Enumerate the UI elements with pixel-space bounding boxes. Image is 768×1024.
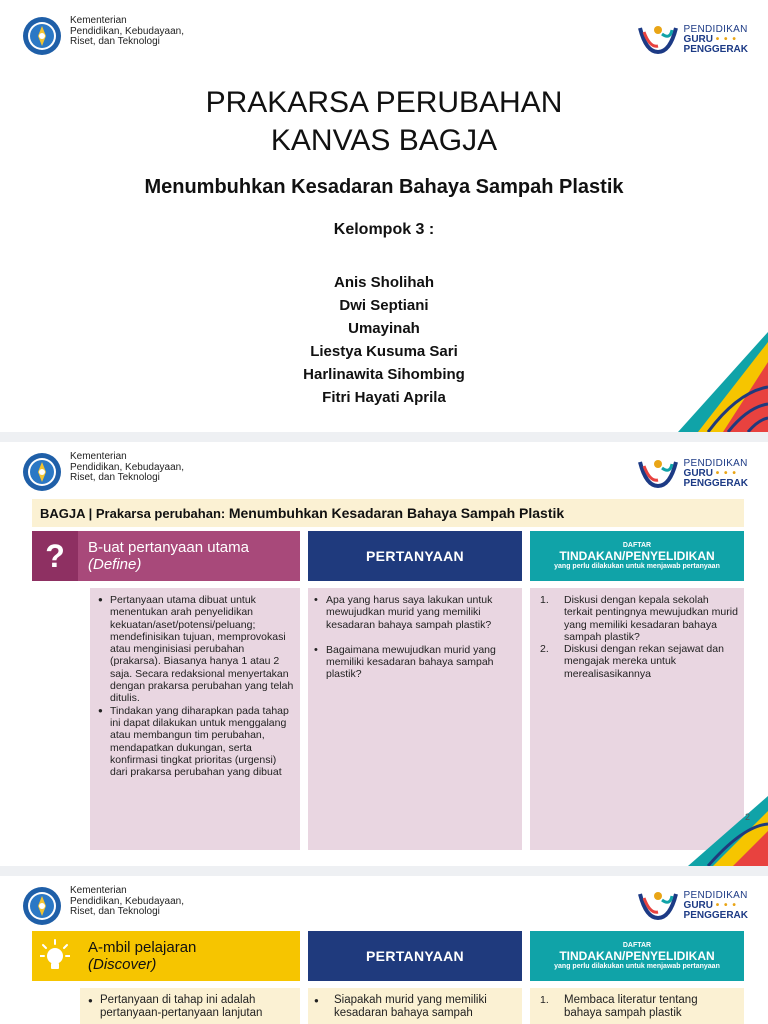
tut-wuri-handayani-logo bbox=[22, 886, 62, 926]
question-body bbox=[308, 588, 522, 850]
guru-penggerak-wordmark: PENDIDIKAN GURU • • • PENGGERAK bbox=[683, 24, 748, 55]
list-item: 1. Membaca literatur tentang bahaya sampah plastik bbox=[534, 994, 738, 1020]
ministry-name: Kementerian Pendidikan, Kebudayaan, Riset, dan Teknologi bbox=[70, 885, 184, 917]
initiative-banner bbox=[32, 499, 744, 527]
member-name: Harlinawita Sihombing bbox=[303, 366, 465, 383]
discover-subtitle: (Discover) bbox=[88, 956, 157, 973]
member-name: Umayinah bbox=[348, 320, 420, 337]
list-item: ● Siapakah murid yang memiliki kesadaran bahaya sampah bbox=[312, 994, 516, 1020]
list-item: 2. Diskusi dengan rekan sejawat dan mengajak mereka untuk merealisasikannya bbox=[534, 643, 738, 680]
page-title: PRAKARSA PERUBAHAN KANVAS BAGJA bbox=[205, 86, 563, 157]
list-item: 1. Diskusi dengan kepala sekolah terkait pentingnya mewujudkan murid yang memiliki kesadaran bahaya sampah plastik? bbox=[534, 594, 738, 643]
tut-wuri-handayani-logo bbox=[22, 452, 62, 492]
guru-penggerak-logo bbox=[636, 456, 680, 492]
ministry-name: Kementerian Pendidikan, Kebudayaan, Riset, dan Teknologi bbox=[70, 15, 184, 47]
member-name: Fitri Hayati Aprila bbox=[322, 389, 446, 406]
discover-body bbox=[80, 988, 300, 1024]
decorative-corner-art bbox=[678, 332, 768, 432]
define-subtitle: (Define) bbox=[88, 556, 142, 573]
guru-penggerak-header bbox=[636, 456, 748, 492]
question-header: PERTANYAAN bbox=[308, 531, 522, 581]
banner-focus: Menumbuhkan Kesadaran Bahaya Sampah Plastik bbox=[228, 505, 565, 521]
action-header: DAFTAR TINDAKAN/PENYELIDIKAN yang perlu dilakukan untuk menjawab pertanyaan bbox=[530, 531, 744, 581]
banner-prefix: BAGJA | Prakarsa perubahan: bbox=[40, 506, 229, 521]
slide-define bbox=[0, 442, 768, 866]
member-name: Dwi Septiani bbox=[339, 297, 429, 314]
page-number: 2 bbox=[744, 812, 750, 822]
ministry-name: Kementerian Pendidikan, Kebudayaan, Riset, dan Teknologi bbox=[70, 451, 184, 483]
group-label: Kelompok 3 : bbox=[333, 221, 435, 238]
define-title: B-uat pertanyaan utama bbox=[88, 539, 249, 556]
list-item: ● Pertanyaan utama dibuat untuk menentukan arah penyelidikan kekuatan/aset/potensi/peluang; mendefinisikan tujuan, memprovokasi atau menginisiasi perubahan (prakarsa). Biasanya hanya 1 atau 2 saja. Secara redaksional menyertakan dengan prakarsa perubahan yang telah ditulis. bbox=[96, 594, 294, 705]
action-header: DAFTAR TINDAKAN/PENYELIDIKAN yang perlu dilakukan untuk menjawab pertanyaan bbox=[530, 931, 744, 981]
question-mark-icon: ? bbox=[32, 531, 78, 581]
action-body bbox=[530, 988, 744, 1024]
list-item: • Bagaimana mewujudkan murid yang memiliki kesadaran bahaya sampah plastik? bbox=[312, 644, 516, 681]
slide-divider bbox=[0, 866, 768, 876]
member-list bbox=[0, 271, 768, 409]
member-name: Liestya Kusuma Sari bbox=[310, 343, 458, 360]
decorative-corner-art bbox=[688, 796, 768, 866]
slide-title bbox=[0, 0, 768, 432]
ministry-header bbox=[22, 452, 184, 492]
ministry-header bbox=[22, 886, 184, 926]
slide-divider bbox=[0, 432, 768, 442]
lightbulb-icon bbox=[32, 931, 78, 981]
guru-penggerak-header bbox=[636, 888, 748, 924]
list-item: ● Tindakan yang diharapkan pada tahap ini dapat dilakukan untuk menggalang atau membangun tim perubahan, mendapatkan dukungan, serta konfirmasi tingkat prioritas (urgensi) dari prakarsa perubahan yang dibuat bbox=[96, 705, 294, 779]
define-header bbox=[32, 531, 300, 581]
define-body bbox=[90, 588, 300, 850]
list-item: • Apa yang harus saya lakukan untuk mewujudkan murid yang memiliki kesadaran bahaya sampah plastik? bbox=[312, 594, 516, 631]
question-body bbox=[308, 988, 522, 1024]
guru-penggerak-header bbox=[636, 22, 748, 58]
discover-title: A-mbil pelajaran bbox=[88, 939, 197, 956]
guru-penggerak-wordmark: PENDIDIKAN GURU • • • PENGGERAK bbox=[683, 890, 748, 921]
ministry-header bbox=[22, 16, 184, 56]
member-name: Anis Sholihah bbox=[333, 274, 434, 291]
guru-penggerak-logo bbox=[636, 888, 680, 924]
discover-header bbox=[32, 931, 300, 981]
question-header: PERTANYAAN bbox=[308, 931, 522, 981]
guru-penggerak-wordmark: PENDIDIKAN GURU • • • PENGGERAK bbox=[683, 458, 748, 489]
tut-wuri-handayani-logo bbox=[22, 16, 62, 56]
guru-penggerak-logo bbox=[636, 22, 680, 58]
list-item: ● Pertanyaan di tahap ini adalah pertanyaan-pertanyaan lanjutan bbox=[86, 994, 294, 1020]
slide-discover bbox=[0, 876, 768, 1024]
page-subtitle: Menumbuhkan Kesadaran Bahaya Sampah Plastik bbox=[144, 176, 624, 198]
